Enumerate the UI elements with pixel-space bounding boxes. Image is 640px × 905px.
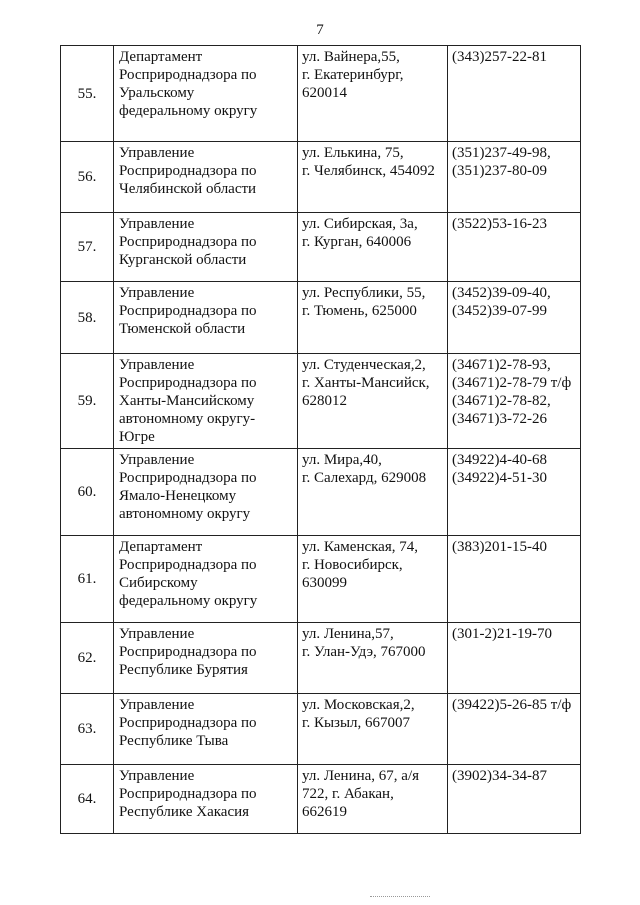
- office-name-line: Департамент: [119, 49, 203, 65]
- row-number: 57.: [61, 213, 114, 282]
- office-name: [114, 765, 298, 834]
- office-name-line: Уральскому: [119, 85, 195, 101]
- office-phone: [448, 354, 581, 449]
- office-name-line: Росприроднадзора по: [119, 303, 257, 319]
- office-name-line: Челябинской области: [119, 181, 257, 197]
- office-name-line: Управление: [119, 626, 195, 642]
- office-phone-line: (301-2)21-19-70: [452, 626, 552, 642]
- office-name-line: Росприроднадзора по: [119, 375, 257, 391]
- row-number: 64.: [61, 765, 114, 834]
- office-name-line: Росприроднадзора по: [119, 644, 257, 660]
- office-address-line: г. Салехард, 629008: [302, 470, 427, 486]
- office-phone-line: (34922)4-40-68: [452, 452, 547, 468]
- office-name-line: Управление: [119, 768, 195, 784]
- office-name-line: Курганской области: [119, 252, 247, 268]
- table-row: [61, 354, 581, 449]
- office-name-line: автономному округу-: [119, 411, 256, 427]
- office-name: [114, 46, 298, 142]
- row-number: 56.: [61, 142, 114, 213]
- row-number: 63.: [61, 694, 114, 765]
- office-name-line: Управление: [119, 357, 195, 373]
- office-address: [298, 765, 448, 834]
- office-address-line: 722, г. Абакан,: [302, 786, 394, 802]
- office-phone: [448, 694, 581, 765]
- office-name: [114, 142, 298, 213]
- office-name-line: Управление: [119, 697, 195, 713]
- table-row: [61, 536, 581, 623]
- office-address-line: ул. Елькина, 75,: [302, 145, 404, 161]
- office-address-line: ул. Каменская, 74,: [302, 539, 418, 555]
- office-name-line: Сибирскому: [119, 575, 198, 591]
- office-address-line: г. Улан-Удэ, 767000: [302, 644, 426, 660]
- office-address-line: ул. Вайнера,55,: [302, 49, 400, 65]
- row-number: 59.: [61, 354, 114, 449]
- office-address-line: ул. Сибирская, 3а,: [302, 216, 418, 232]
- office-phone-line: (3522)53-16-23: [452, 216, 547, 232]
- office-address: [298, 282, 448, 354]
- office-address-line: 620014: [302, 85, 347, 101]
- table-row: [61, 282, 581, 354]
- office-name: [114, 213, 298, 282]
- office-phone-line: (34671)3-72-26: [452, 411, 547, 427]
- office-name-line: Росприроднадзора по: [119, 67, 257, 83]
- office-address-line: г. Курган, 640006: [302, 234, 412, 250]
- office-name-line: федеральному округу: [119, 593, 258, 609]
- office-name-line: Ямало-Ненецкому: [119, 488, 237, 504]
- office-name-line: Тюменской области: [119, 321, 246, 337]
- office-address-line: 662619: [302, 804, 347, 820]
- office-name-line: автономному округу: [119, 506, 251, 522]
- office-phone: [448, 765, 581, 834]
- office-name-line: Ханты-Мансийскому: [119, 393, 255, 409]
- row-number: 60.: [61, 449, 114, 536]
- office-phone-line: (3452)39-09-40,: [452, 285, 551, 301]
- office-name-line: Росприроднадзора по: [119, 163, 257, 179]
- office-address-line: 628012: [302, 393, 347, 409]
- office-name: [114, 536, 298, 623]
- office-address: [298, 142, 448, 213]
- office-phone-line: (34671)2-78-82,: [452, 393, 551, 409]
- office-phone-line: (3902)34-34-87: [452, 768, 547, 784]
- office-address-line: ул. Ленина, 67, а/я: [302, 768, 420, 784]
- office-phone-line: (34922)4-51-30: [452, 470, 547, 486]
- office-name-line: Республике Тыва: [119, 733, 229, 749]
- office-address-line: г. Челябинск, 454092: [302, 163, 435, 179]
- office-phone: [448, 282, 581, 354]
- office-address-line: ул. Студенческая,2,: [302, 357, 426, 373]
- office-name: [114, 694, 298, 765]
- office-name: [114, 449, 298, 536]
- office-name-line: Росприроднадзора по: [119, 786, 257, 802]
- office-phone-line: (383)201-15-40: [452, 539, 547, 555]
- office-address-line: 630099: [302, 575, 347, 591]
- table-row: [61, 213, 581, 282]
- row-number: 62.: [61, 623, 114, 694]
- row-number: 61.: [61, 536, 114, 623]
- office-phone-line: (351)237-80-09: [452, 163, 547, 179]
- office-name-line: Управление: [119, 216, 195, 232]
- office-address-line: г. Кызыл, 667007: [302, 715, 411, 731]
- office-name-line: Росприроднадзора по: [119, 557, 257, 573]
- office-name-line: Росприроднадзора по: [119, 715, 257, 731]
- office-address: [298, 46, 448, 142]
- table-row: [61, 449, 581, 536]
- office-address-line: ул. Московская,2,: [302, 697, 415, 713]
- office-address-line: ул. Мира,40,: [302, 452, 382, 468]
- office-name: [114, 623, 298, 694]
- table-row: [61, 694, 581, 765]
- row-number: 55.: [61, 46, 114, 142]
- table-row: [61, 765, 581, 834]
- table-row: [61, 46, 581, 142]
- office-phone-line: (34671)2-78-79 т/ф: [452, 375, 572, 391]
- office-address-line: г. Новосибирск,: [302, 557, 403, 573]
- table-row: [61, 142, 581, 213]
- office-name-line: Управление: [119, 452, 195, 468]
- office-phone: [448, 213, 581, 282]
- scan-artifact: [370, 896, 430, 903]
- office-name-line: Югре: [119, 429, 155, 445]
- office-name-line: Департамент: [119, 539, 203, 555]
- page-number: 7: [316, 22, 324, 38]
- office-name: [114, 354, 298, 449]
- contacts-table: [60, 45, 581, 834]
- office-phone: [448, 623, 581, 694]
- office-phone: [448, 449, 581, 536]
- office-address-line: г. Екатеринбург,: [302, 67, 404, 83]
- office-address-line: г. Ханты-Мансийск,: [302, 375, 430, 391]
- office-name-line: Росприроднадзора по: [119, 470, 257, 486]
- office-address: [298, 623, 448, 694]
- office-name-line: Республике Хакасия: [119, 804, 250, 820]
- office-address: [298, 213, 448, 282]
- office-name-line: Росприроднадзора по: [119, 234, 257, 250]
- office-name-line: Управление: [119, 145, 195, 161]
- office-address-line: ул. Республики, 55,: [302, 285, 426, 301]
- office-address: [298, 536, 448, 623]
- office-phone-line: (34671)2-78-93,: [452, 357, 551, 373]
- office-name-line: Республике Бурятия: [119, 662, 248, 678]
- office-phone-line: (3452)39-07-99: [452, 303, 547, 319]
- office-phone: [448, 142, 581, 213]
- office-phone: [448, 46, 581, 142]
- office-phone-line: (39422)5-26-85 т/ф: [452, 697, 572, 713]
- office-name: [114, 282, 298, 354]
- table-row: [61, 623, 581, 694]
- office-address: [298, 354, 448, 449]
- office-address-line: ул. Ленина,57,: [302, 626, 394, 642]
- office-address: [298, 694, 448, 765]
- office-phone-line: (343)257-22-81: [452, 49, 547, 65]
- row-number: 58.: [61, 282, 114, 354]
- office-name-line: Управление: [119, 285, 195, 301]
- office-phone: [448, 536, 581, 623]
- office-name-line: федеральному округу: [119, 103, 258, 119]
- office-phone-line: (351)237-49-98,: [452, 145, 551, 161]
- office-address: [298, 449, 448, 536]
- office-address-line: г. Тюмень, 625000: [302, 303, 417, 319]
